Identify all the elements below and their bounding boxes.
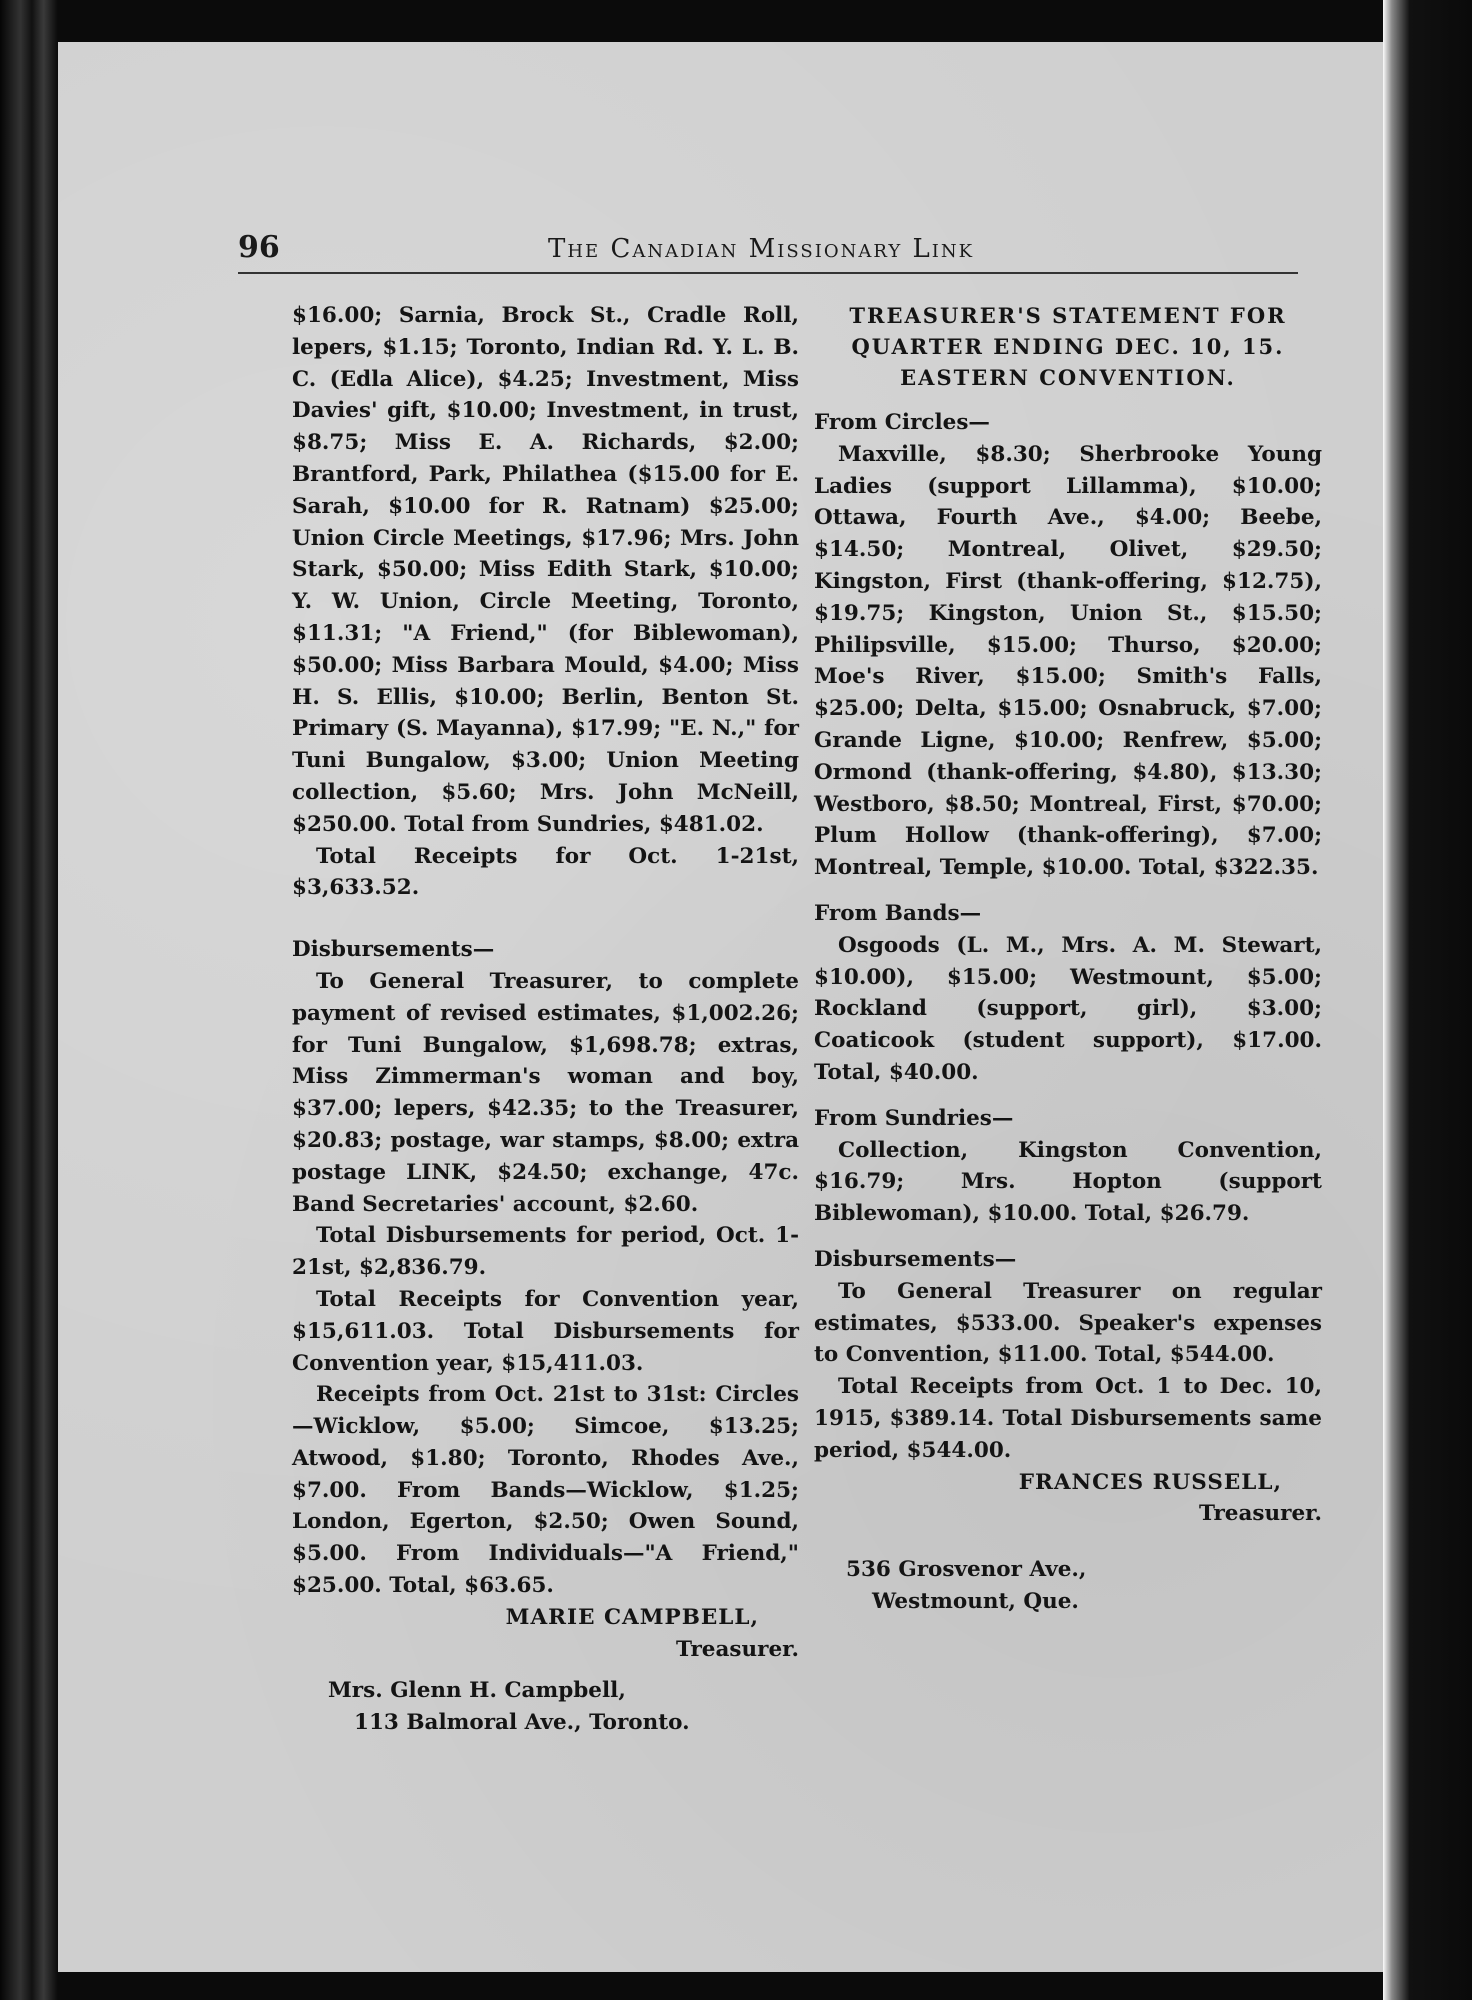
- late-receipts: Receipts from Oct. 21st to 31st: Circles—Wicklow, $5.00; Simcoe, $13.25; Atwood, $1.80; Toronto, Rhodes Ave., $7.00. From Bands—Wicklow, $1.25; London, Egerton, $2.50; Owen Sound, $5.00. From Individuals—"A Friend," $25.00. Total, $63.65.: [292, 1382, 799, 1599]
- disbursements-list: To General Treasurer, to complete payment of revised estimates, $1,002.26; for Tuni Bungalow, $1,698.78; extras, Miss Zimmerman's woman and boy, $37.00; lepers, $42.35; to the Treasurer, $20.83; postage, war stamps, $8.00; extra postage LINK, $24.50; exchange, 47c. Band Secretaries' account, $2.60.: [292, 968, 799, 1217]
- convention-year-totals: Total Receipts for Convention year, $15,611.03. Total Disbursements for Convention year, $15,411.03.: [292, 1286, 799, 1376]
- statement-title-3: EASTERN CONVENTION.: [900, 365, 1236, 390]
- total-receipts: Total Receipts for Oct. 1-21st, $3,633.52.: [292, 843, 799, 901]
- sundries-heading: From Sundries—: [814, 1105, 1014, 1131]
- sundries-list-right: Collection, Kingston Convention, $16.79; Mrs. Hopton (support Biblewoman), $10.00. Total, $26.79.: [814, 1137, 1322, 1227]
- book-spine-left: [0, 0, 58, 2000]
- address-line-2-right: Westmount, Que.: [872, 1588, 1079, 1614]
- address-line-1: Mrs. Glenn H. Campbell,: [328, 1678, 626, 1704]
- bands-heading: From Bands—: [814, 900, 982, 926]
- circles-list: Maxville, $8.30; Sherbrooke Young Ladies (support Lillamma), $10.00; Ottawa, Fourth Ave., $4.00; Beebe, $14.50; Montreal, Olivet, $29.50; Kingston, First (thank-offering, $12.75), $19.75; Kingston, Union St., $15.50; Philipsville, $15.00; Thurso, $20.00; Moe's River, $15.00; Smith's Falls, $25.00; Delta, $15.00; Osnabruck, $7.00; Grande Ligne, $10.00; Renfrew, $5.00; Ormond (thank-offering, $4.80), $13.30; Westboro, $8.50; Montreal, First, $70.00; Plum Hollow (thank-offering), $7.00; Montreal, Temple, $10.00. Total, $322.35.: [814, 441, 1322, 881]
- disbursements-heading: Disbursements—: [292, 937, 495, 963]
- page-header: [238, 230, 1298, 270]
- disbursements-list-right: To General Treasurer on regular estimates, $533.00. Speaker's expenses to Convention, $11.00. Total, $544.00.: [814, 1278, 1322, 1368]
- signature-title: Treasurer.: [676, 1636, 799, 1662]
- header-rule: [238, 272, 1298, 274]
- signature-name-right: FRANCES RUSSELL,: [1018, 1469, 1282, 1495]
- sundries-list: $16.00; Sarnia, Brock St., Cradle Roll, lepers, $1.15; Toronto, Indian Rd. Y. L. B. C. (Edla Alice), $4.25; Investment, Miss Davies' gift, $10.00; Investment, in trust, $8.75; Miss E. A. Richards, $2.00; Brantford, Park, Philathea ($15.00 for E. Sarah, $10.00 for R. Ratnam) $25.00; Union Circle Meetings, $17.96; Mrs. John Stark, $50.00; Miss Edith Stark, $10.00; Y. W. Union, Circle Meeting, Toronto, $11.31; "A Friend," (for Biblewoman), $50.00; Miss Barbara Mould, $4.00; Miss H. S. Ellis, $10.00; Berlin, Benton St. Primary (S. Mayanna), $17.99; "E. N.," for Tuni Bungalow, $3.00; Union Meeting collection, $5.60; Mrs. John McNeill, $250.00. Total from Sundries, $481.02.: [292, 303, 799, 837]
- address-line-2: 113 Balmoral Ave., Toronto.: [354, 1710, 690, 1736]
- right-column: [814, 300, 1322, 1618]
- disbursements-heading-right: Disbursements—: [814, 1246, 1017, 1272]
- statement-title-1: TREASURER'S STATEMENT FOR: [849, 303, 1287, 328]
- statement-title-2: QUARTER ENDING DEC. 10, 15.: [851, 334, 1285, 359]
- book-edge-right: [1383, 0, 1472, 2000]
- left-column: [292, 300, 799, 1739]
- address-line-1-right: 536 Grosvenor Ave.,: [846, 1557, 1087, 1583]
- signature-name: MARIE CAMPBELL,: [505, 1604, 759, 1630]
- running-title: The Canadian Missionary Link: [548, 234, 975, 264]
- circles-heading: From Circles—: [814, 410, 990, 435]
- page-number: 96: [238, 230, 280, 265]
- signature-title-right: Treasurer.: [1199, 1501, 1322, 1527]
- bands-list: Osgoods (L. M., Mrs. A. M. Stewart, $10.00), $15.00; Westmount, $5.00; Rockland (support, girl), $3.00; Coaticook (student support), $17.00. Total, $40.00.: [814, 932, 1322, 1085]
- total-disbursements: Total Disbursements for period, Oct. 1-21st, $2,836.79.: [292, 1223, 799, 1281]
- quarter-totals: Total Receipts from Oct. 1 to Dec. 10, 1915, $389.14. Total Disbursements same period, $544.00.: [814, 1374, 1322, 1463]
